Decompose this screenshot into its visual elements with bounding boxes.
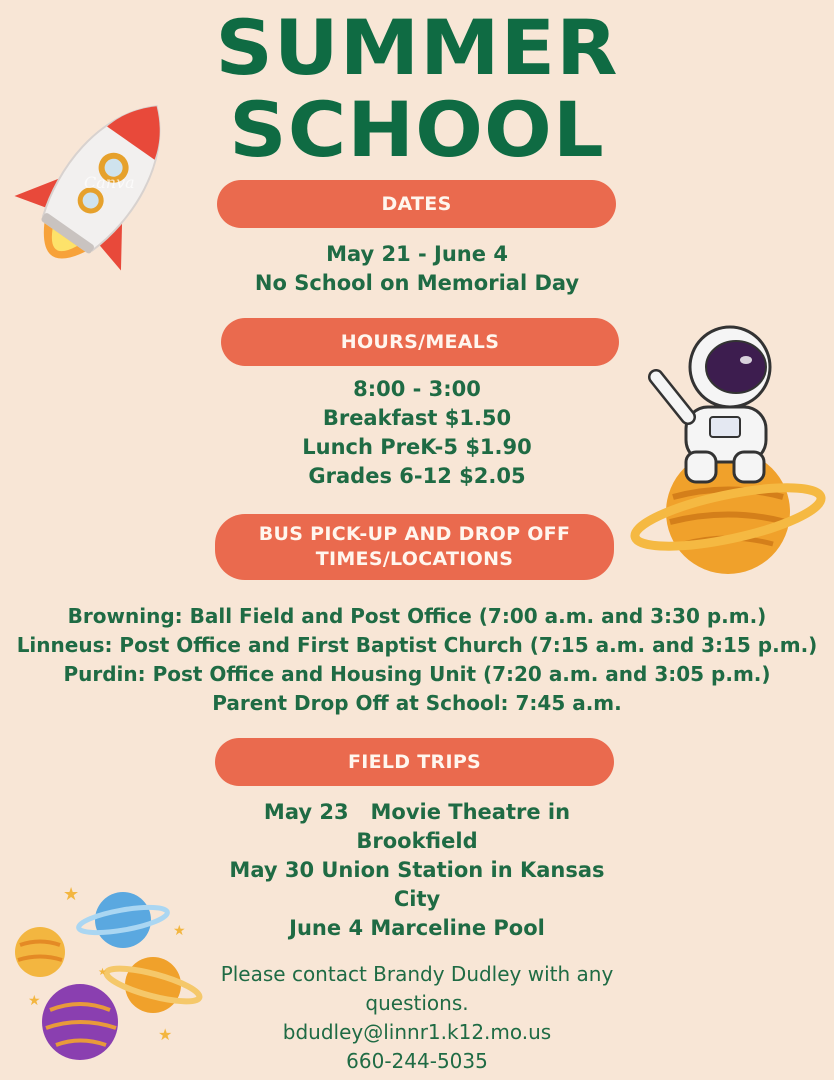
hours-heading: HOURS/MEALS bbox=[221, 318, 619, 366]
contact-line: questions. bbox=[365, 991, 469, 1015]
svg-text:★: ★ bbox=[98, 967, 107, 978]
bus-line: Linneus: Post Office and First Baptist Church (7:15 a.m. and 3:15 p.m.) bbox=[16, 633, 818, 657]
watermark-text: Canva bbox=[84, 173, 135, 192]
dates-heading: DATES bbox=[217, 180, 616, 228]
bus-heading-line1: BUS PICK-UP AND DROP OFF bbox=[258, 523, 571, 545]
trips-body bbox=[0, 798, 834, 943]
svg-text:★: ★ bbox=[158, 1025, 173, 1044]
trips-line: May 30 Union Station in Kansas bbox=[229, 858, 605, 882]
contact-email: bdudley@linnr1.k12.mo.us bbox=[282, 1020, 552, 1044]
bus-line: Browning: Ball Field and Post Office (7:00 a.m. and 3:30 p.m.) bbox=[67, 604, 767, 628]
trips-line: May 23 Movie Theatre in bbox=[263, 800, 571, 824]
bus-line: Parent Drop Off at School: 7:45 a.m. bbox=[212, 691, 622, 715]
dates-body bbox=[0, 240, 834, 298]
contact-block bbox=[0, 960, 834, 1076]
bus-heading bbox=[215, 514, 614, 580]
dates-line: No School on Memorial Day bbox=[254, 271, 580, 295]
page-title-line1: SUMMER bbox=[215, 3, 619, 92]
hours-line: Lunch PreK-5 $1.90 bbox=[302, 435, 532, 459]
hours-line: Grades 6-12 $2.05 bbox=[308, 464, 526, 488]
trips-line: Brookfield bbox=[356, 829, 478, 853]
trips-line: June 4 Marceline Pool bbox=[289, 916, 545, 940]
trips-heading: FIELD TRIPS bbox=[215, 738, 614, 786]
contact-phone: 660-244-5035 bbox=[346, 1049, 488, 1073]
trips-line: City bbox=[393, 887, 441, 911]
hours-line: 8:00 - 3:00 bbox=[353, 377, 481, 401]
contact-line: Please contact Brandy Dudley with any bbox=[220, 962, 614, 986]
hours-line: Breakfast $1.50 bbox=[322, 406, 512, 430]
hours-body bbox=[0, 375, 834, 491]
svg-text:★: ★ bbox=[173, 923, 186, 939]
svg-text:★: ★ bbox=[63, 884, 80, 905]
svg-text:★: ★ bbox=[28, 993, 41, 1009]
bus-body bbox=[0, 602, 834, 718]
bus-heading-line2: TIMES/LOCATIONS bbox=[315, 548, 514, 570]
page-title-line2: SCHOOL bbox=[229, 85, 605, 174]
dates-line: May 21 - June 4 bbox=[326, 242, 508, 266]
bus-line: Purdin: Post Office and Housing Unit (7:20 a.m. and 3:05 p.m.) bbox=[63, 662, 771, 686]
